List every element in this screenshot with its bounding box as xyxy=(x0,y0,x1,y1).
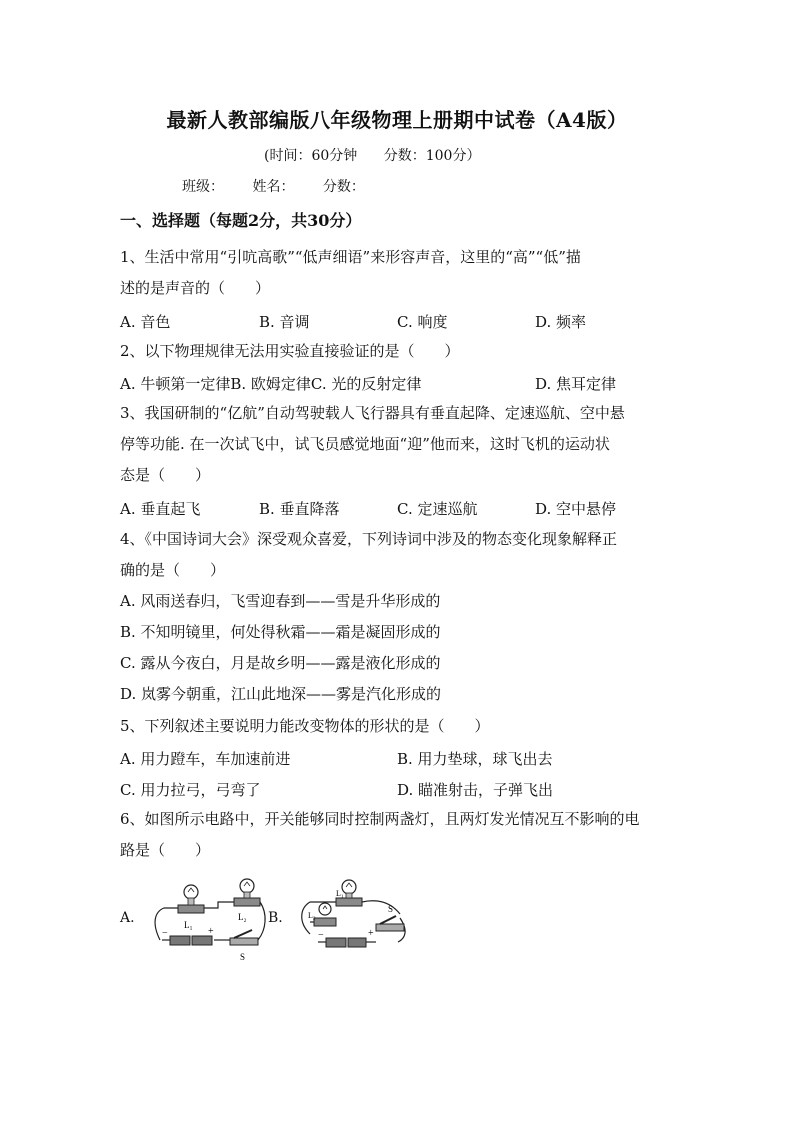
question-5-text xyxy=(120,711,680,742)
switch-s xyxy=(230,930,258,945)
question-line: 4、《中国诗词大会》深受观众喜爱，下列诗词中涉及的物态变化现象解释正 xyxy=(120,530,618,548)
question-4-options xyxy=(120,586,680,710)
circuit-diagram-a[interactable] xyxy=(148,878,270,968)
section-title: 一、选择题（每题2分，共30分） xyxy=(120,211,362,230)
circuit-diagram-b[interactable] xyxy=(296,878,414,958)
option-a[interactable]: A. 音色 xyxy=(120,313,171,331)
label-l2: L₂ xyxy=(308,911,316,920)
option-c[interactable]: C. 响度 xyxy=(397,313,448,331)
exam-meta xyxy=(264,145,502,165)
option-b[interactable]: B. 音调 xyxy=(259,313,310,331)
option-c[interactable]: C. 用力拉弓，弓弯了 xyxy=(120,781,261,799)
question-4-text xyxy=(120,524,680,586)
question-line: 6、如图所示电路中，开关能够同时控制两盏灯，且两灯发光情况互不影响的电 xyxy=(120,810,640,828)
page-title: 最新人教部编版八年级物理上册期中试卷（A4版） xyxy=(166,108,628,132)
lamp-l2 xyxy=(314,903,336,926)
lamp-l2 xyxy=(234,879,260,906)
option-b[interactable]: B. 不知明镜里，何处得秋霜——霜是凝固形成的 xyxy=(120,623,441,641)
question-line: 3、我国研制的“亿航”自动驾驶载人飞行器具有垂直起降、定速巡航、空中悬 xyxy=(120,404,625,422)
option-d[interactable]: D. 空中悬停 xyxy=(535,500,617,518)
option-b-label[interactable]: B. xyxy=(268,910,283,926)
exam-time: (时间：60分钟 xyxy=(264,148,358,164)
option-c[interactable]: C. 露从今夜白，月是故乡明——露是液化形成的 xyxy=(120,654,441,672)
label-s: S xyxy=(388,904,394,914)
option-d[interactable]: D. 焦耳定律 xyxy=(535,375,617,393)
score-label: 分数： xyxy=(322,179,365,195)
label-l2: L₂ xyxy=(238,912,247,922)
option-d[interactable]: D. 岚雾今朝重，江山此地深——雾是汽化形成的 xyxy=(120,685,442,703)
class-label: 班级： xyxy=(182,179,224,195)
option-d[interactable]: D. 瞄准射击，子弹飞出 xyxy=(397,781,554,799)
lamp-l1 xyxy=(178,885,204,913)
option-d[interactable]: D. 频率 xyxy=(535,313,587,331)
label-plus: + xyxy=(368,928,374,939)
question-line: 1、生活中常用“引吭高歌”“低声细语”来形容声音，这里的“高”“低”描 xyxy=(120,248,581,266)
label-l1: L₁ xyxy=(184,920,193,930)
option-a-label[interactable]: A. xyxy=(120,910,135,926)
question-6-text xyxy=(120,804,680,866)
option-a[interactable]: A. 垂直起飞 xyxy=(120,500,201,518)
label-plus: + xyxy=(208,926,214,937)
question-2-text xyxy=(120,336,680,367)
question-line: 5、下列叙述主要说明力能改变物体的形状的是（ ） xyxy=(120,717,490,735)
option-abc[interactable]: A. 牛顿第一定律B. 欧姆定律C. 光的反射定律 xyxy=(120,375,422,393)
exam-score: 分数：100分） xyxy=(383,148,481,164)
battery xyxy=(170,936,212,945)
battery xyxy=(326,938,366,947)
option-b[interactable]: B. 垂直降落 xyxy=(259,500,340,518)
option-a[interactable]: A. 用力蹬车，车加速前进 xyxy=(120,750,291,768)
label-minus: − xyxy=(162,928,168,939)
question-line: 2、以下物理规律无法用实验直接验证的是（ ） xyxy=(120,342,460,360)
name-label: 姓名： xyxy=(252,179,295,195)
label-minus: − xyxy=(318,930,324,941)
question-line: 停等功能. 在一次试飞中，试飞员感觉地面“迎”他而来，这时飞机的运动状 xyxy=(120,435,610,453)
label-l1: L₁ xyxy=(336,889,344,898)
question-1-text xyxy=(120,242,680,304)
label-s: S xyxy=(240,952,246,962)
question-line: 确的是（ ） xyxy=(120,561,226,579)
student-info xyxy=(182,176,389,196)
question-line: 路是（ ） xyxy=(120,841,211,859)
option-a[interactable]: A. 风雨送春归，飞雪迎春到——雪是升华形成的 xyxy=(120,592,441,610)
question-line: 述的是声音的（ ） xyxy=(120,279,271,297)
option-b[interactable]: B. 用力垫球，球飞出去 xyxy=(397,750,553,768)
option-c[interactable]: C. 定速巡航 xyxy=(397,500,478,518)
question-line: 态是（ ） xyxy=(120,466,211,484)
question-3-text xyxy=(120,398,680,491)
